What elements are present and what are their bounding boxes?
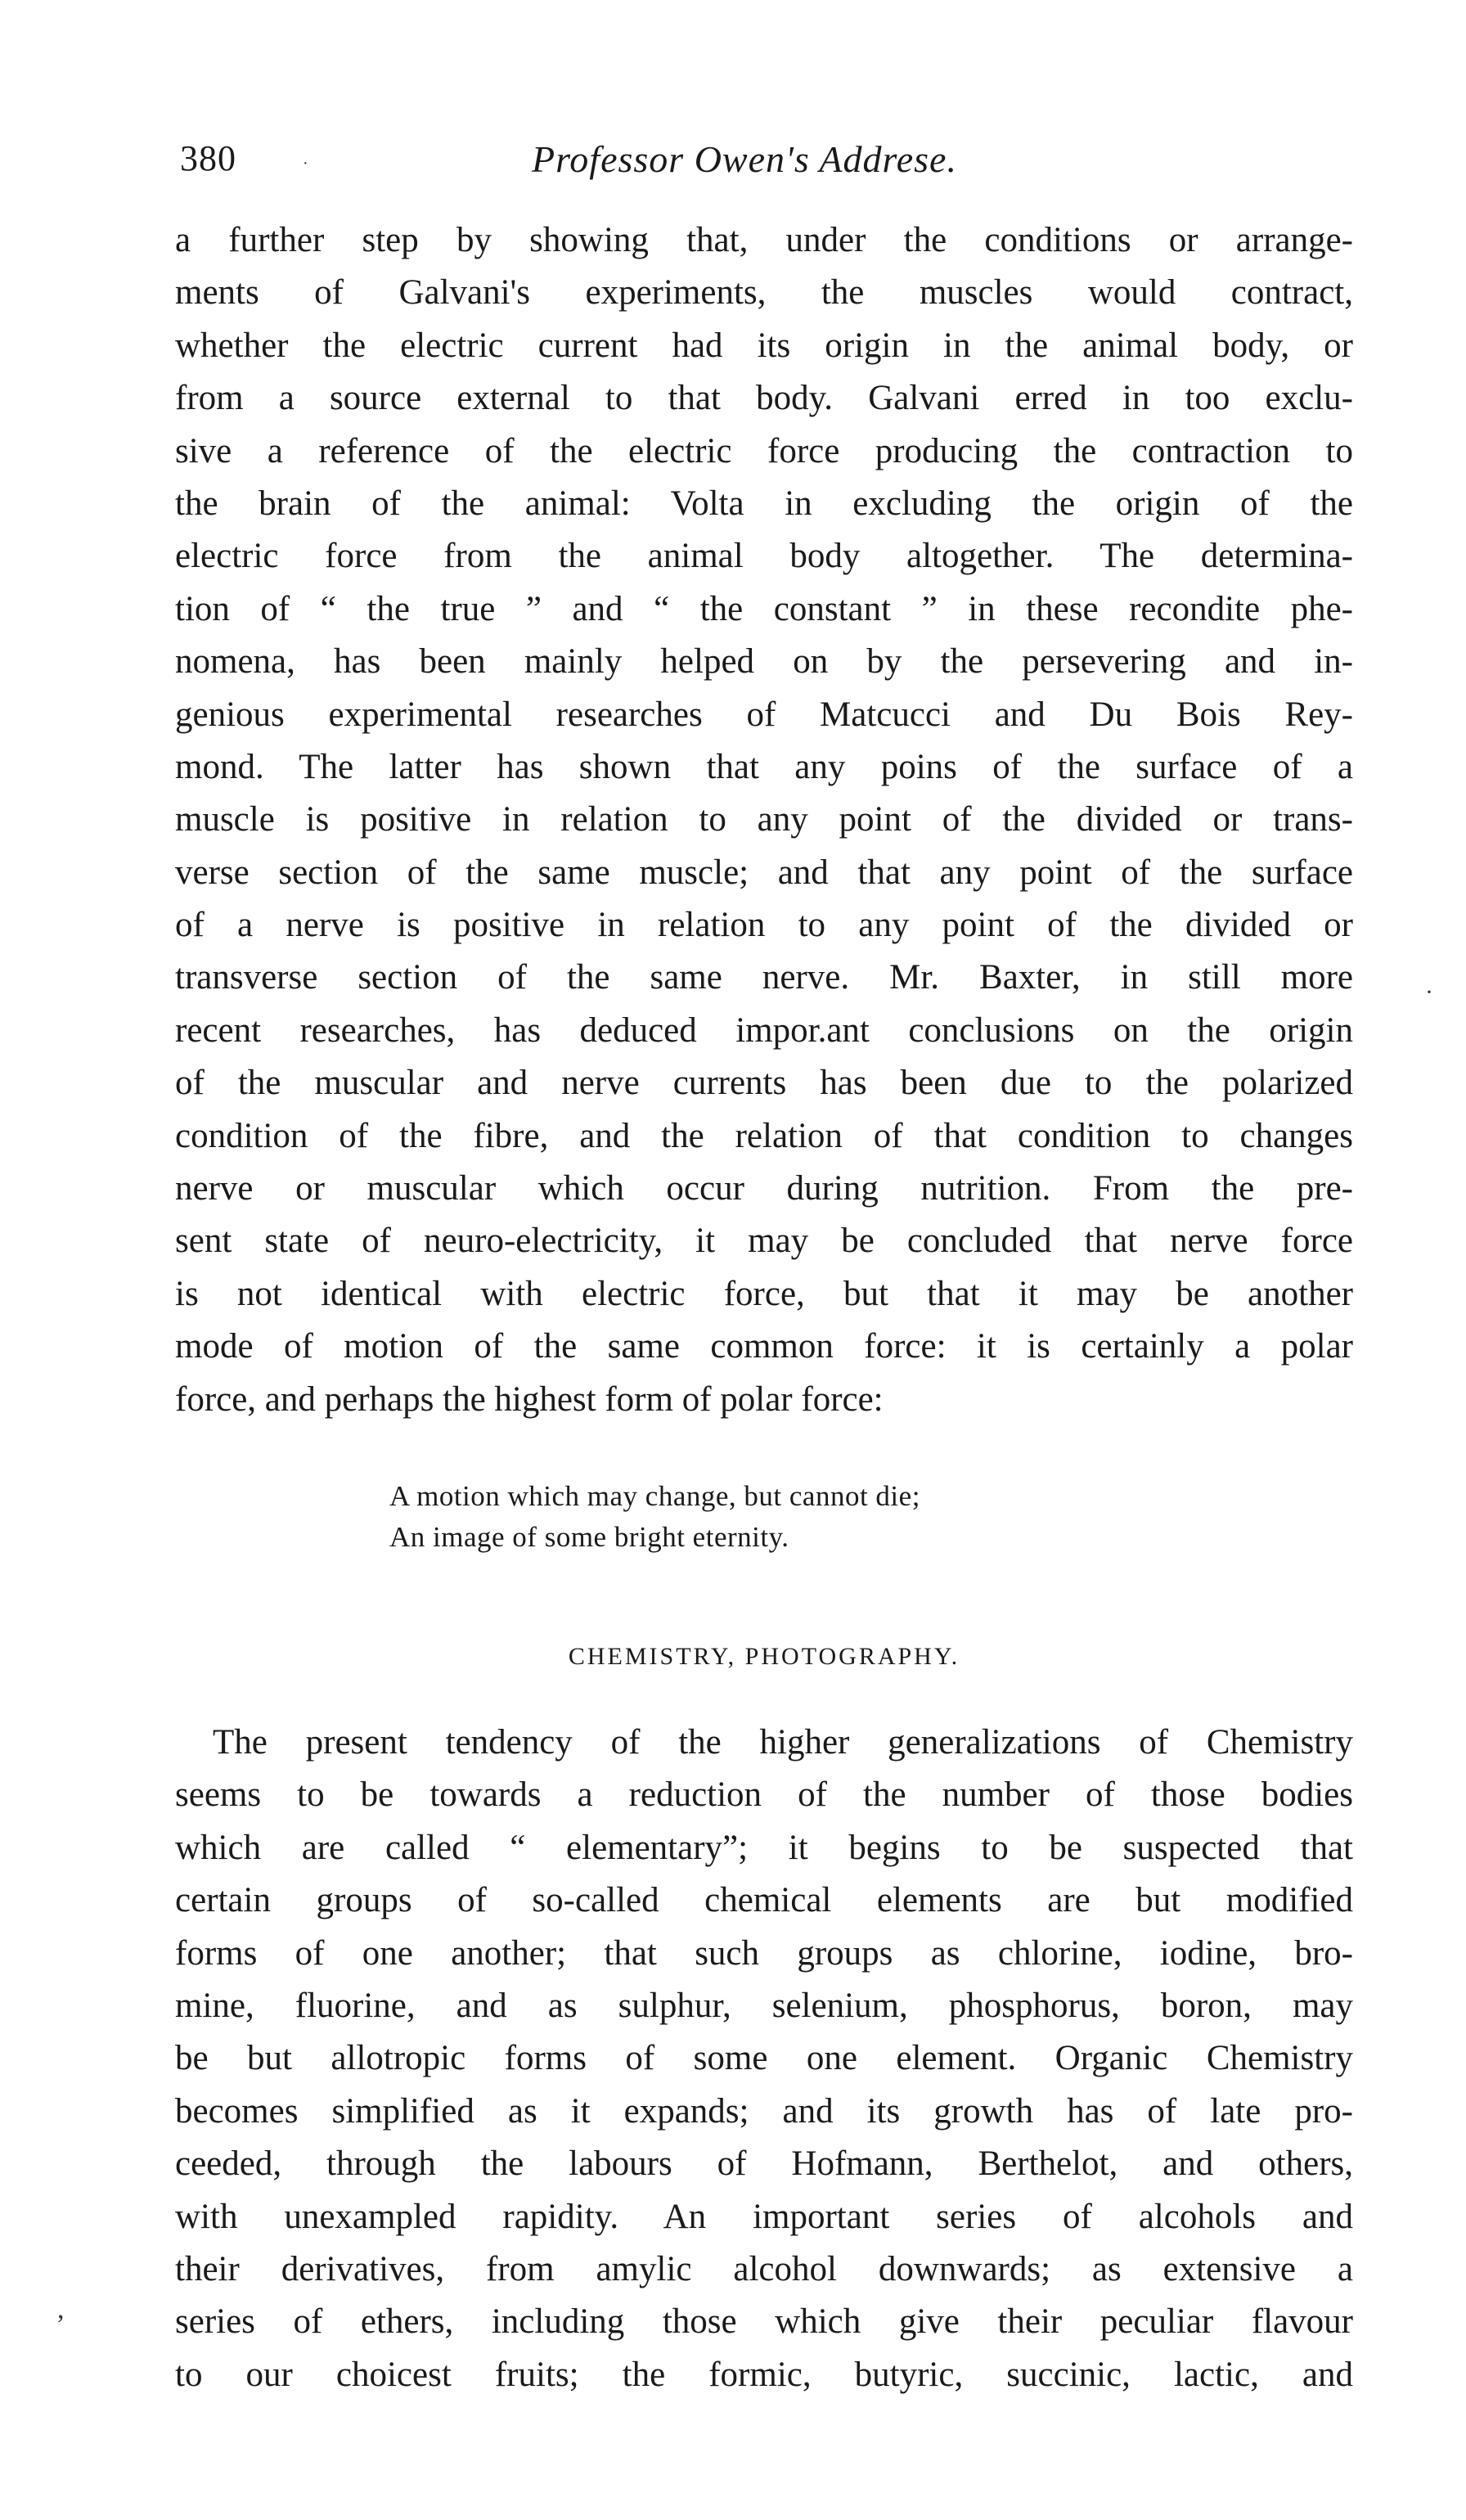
text-line: of the muscular and nerve currents has been due to the polarized [175, 1064, 1353, 1103]
text-line: ments of Galvani's experiments, the muscles would contract, [175, 273, 1353, 313]
text-line: nomena, has been mainly helped on by the persevering and in- [175, 642, 1353, 682]
text-line: recent researches, has deduced impor.ant conclusions on the origin [175, 1010, 1353, 1050]
text-line: a further step by showing that, under the conditions or arrange- [175, 221, 1353, 259]
text-line: mond. The latter has shown that any poins of the surface of a [175, 747, 1353, 786]
paragraph-chemistry [175, 1717, 1353, 2401]
text-line: nerve or muscular which occur during nutrition. From the pre- [175, 1169, 1353, 1208]
text-line: mine, fluorine, and as sulphur, selenium, phosphorus, boron, may [175, 1986, 1353, 2025]
text-line: their derivatives, from amylic alcohol downwards; as extensive a [175, 2249, 1353, 2288]
text-line: which are called “ elementary”; it begins to be suspected that [175, 1828, 1353, 1867]
text-line: whether the electric current had its origin in the animal body, or [175, 326, 1353, 365]
text-line: of a nerve is positive in relation to any point of the divided or [175, 906, 1353, 945]
text-line: transverse section of the same nerve. Mr. Baxter, in still more [175, 958, 1353, 997]
text-line: with unexampled rapidity. An important series of alcohols and [175, 2197, 1353, 2236]
verse-line: An image of some bright eternity. [389, 1521, 789, 1553]
text-line: electric force from the animal body altogether. The determina- [175, 537, 1353, 576]
paragraph-neuro-electricity [175, 214, 1353, 1426]
text-line: series of ethers, including those which give their peculiar flavour [175, 2302, 1353, 2342]
text-line: mode of motion of the same common force: it is certainly a polar [175, 1327, 1353, 1366]
text-line: seems to be towards a reduction of the number of those bodies [175, 1775, 1353, 1815]
verse-quotation [389, 1476, 1207, 1558]
text-line: the brain of the animal: Volta in excluding the origin of the [175, 484, 1353, 523]
text-line: be but allotropic forms of some one element. Organic Chemistry [175, 2039, 1353, 2078]
print-speck: · [1425, 979, 1433, 1006]
verse-line: A motion which may change, but cannot die; [389, 1480, 920, 1512]
text-line: is not identical with electric force, but that it may be another [175, 1274, 1353, 1313]
text-line: to our choicest fruits; the formic, butyric, succinic, lactic, and [175, 2355, 1353, 2394]
text-line: verse section of the same muscle; and that any point of the surface [175, 853, 1353, 892]
page-number: 380 [180, 138, 236, 178]
section-heading: CHEMISTRY, PHOTOGRAPHY. [568, 1643, 960, 1670]
page-header [180, 137, 1342, 195]
text-line: The present tendency of the higher generalizations of Chemistry [213, 1723, 1353, 1762]
text-line: becomes simplified as it expands; and its growth has of late pro- [175, 2091, 1353, 2131]
text-line: force, and perhaps the highest form of polar force: [175, 1379, 884, 1419]
text-line: condition of the fibre, and the relation of that condition to changes [175, 1116, 1353, 1155]
text-line: from a source external to that body. Galvani erred in too exclu- [175, 379, 1353, 418]
text-line: certain groups of so-called chemical elements are but modified [175, 1881, 1353, 1920]
text-line: sent state of neuro-electricity, it may be concluded that nerve force [175, 1222, 1353, 1261]
print-speck: , [57, 2294, 65, 2324]
text-line: forms of one another; that such groups as chlorine, iodine, bro- [175, 1933, 1353, 1973]
text-line: ceeded, through the labours of Hofmann, Berthelot, and others, [175, 2144, 1353, 2184]
print-speck: · [303, 155, 308, 173]
text-line: genious experimental researches of Matcucci and Du Bois Rey- [175, 695, 1353, 734]
text-line: sive a reference of the electric force producing the contraction to [175, 431, 1353, 470]
text-line: tion of “ the true ” and “ the constant ” in these recondite phe- [175, 589, 1353, 628]
text-line: muscle is positive in relation to any point of the divided or trans- [175, 800, 1353, 839]
running-title: Professor Owen's Addrese. [532, 138, 957, 180]
